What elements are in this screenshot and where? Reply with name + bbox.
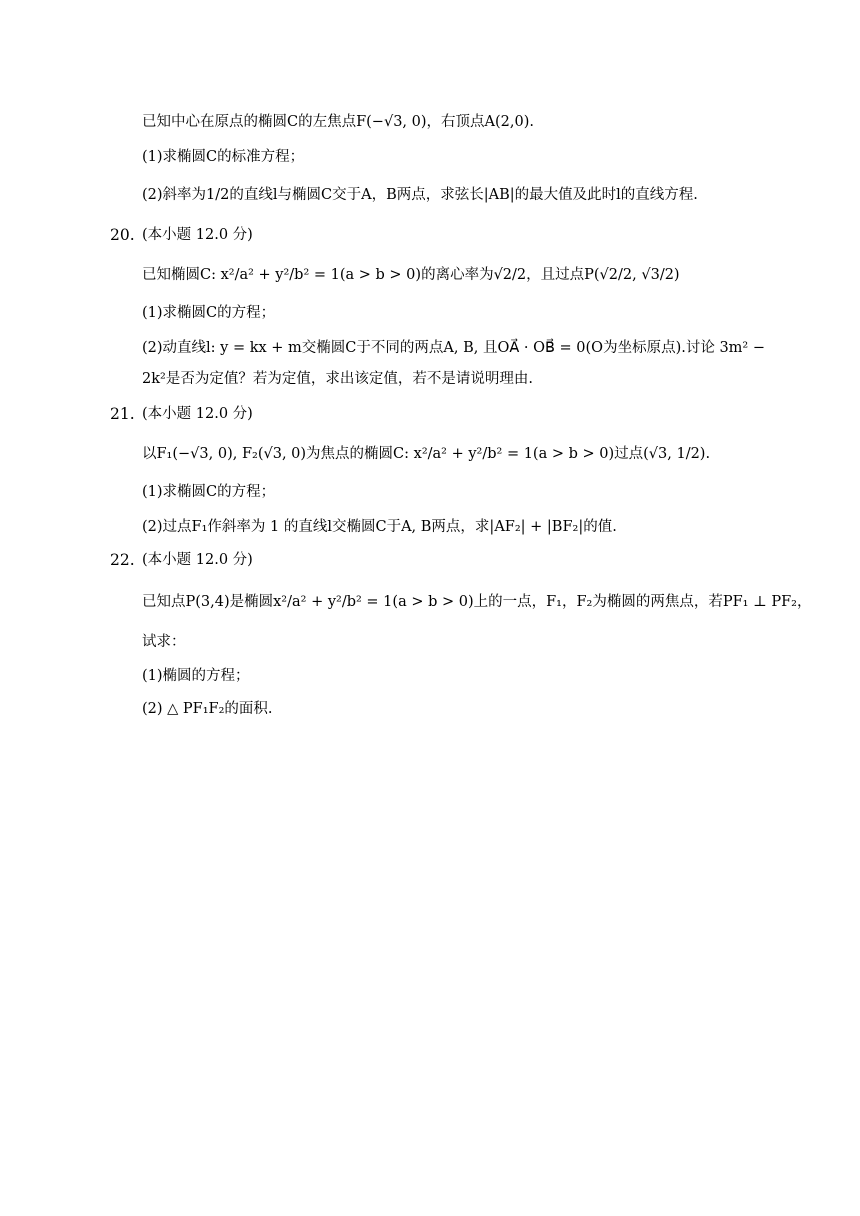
subquestion-1: (1)求椭圆C的方程； (142, 305, 276, 321)
problem-statement: 以F₁(−√3, 0), F₂(√3, 0)为焦点的椭圆C: x²/a² + y²/b² = 1(a > b > 0)过点(√3, 1/2). (142, 446, 711, 462)
problem-statement: 已知中心在原点的椭圆C的左焦点F(−√3, 0)，右顶点A(2,0). (142, 114, 534, 130)
subquestion-2: (2)斜率为1/2的直线l与椭圆C交于A，B两点，求弦长|AB|的最大值及此时l的直线方程. (142, 187, 698, 203)
subquestion-2: (2) △ PF₁F₂的面积. (142, 701, 273, 717)
subquestion-2: (2)动直线l: y = kx + m交椭圆C于不同的两点A, B, 且OA⃗ · OB⃗ = 0(O为坐标原点).讨论 3m² − (142, 340, 765, 356)
subquestion-2: (2)过点F₁作斜率为 1 的直线l交椭圆C于A, B两点，求|AF₂| + |BF₂|的值. (142, 519, 617, 535)
question-number: 20. (110, 226, 135, 244)
subquestion-1: (1)椭圆的方程； (142, 668, 250, 684)
question-score: (本小题 12.0 分) (142, 406, 253, 422)
problem-statement: 已知点P(3,4)是椭圆x²/a² + y²/b² = 1(a > b > 0)上的一点，F₁，F₂为椭圆的两焦点，若PF₁ ⊥ PF₂， (142, 594, 812, 610)
question-score: (本小题 12.0 分) (142, 552, 253, 568)
subquestion-1: (1)求椭圆C的标准方程； (142, 149, 305, 165)
problem-statement-continued: 试求： (142, 634, 186, 650)
question-score: (本小题 12.0 分) (142, 227, 253, 243)
subquestion-1: (1)求椭圆C的方程； (142, 484, 276, 500)
question-number: 22. (110, 551, 135, 569)
subquestion-2-continued: 2k²是否为定值？若为定值，求出该定值，若不是请说明理由. (142, 371, 533, 387)
problem-statement: 已知椭圆C: x²/a² + y²/b² = 1(a > b > 0)的离心率为√2/2，且过点P(√2/2, √3/2) (142, 267, 680, 283)
question-number: 21. (110, 405, 135, 423)
